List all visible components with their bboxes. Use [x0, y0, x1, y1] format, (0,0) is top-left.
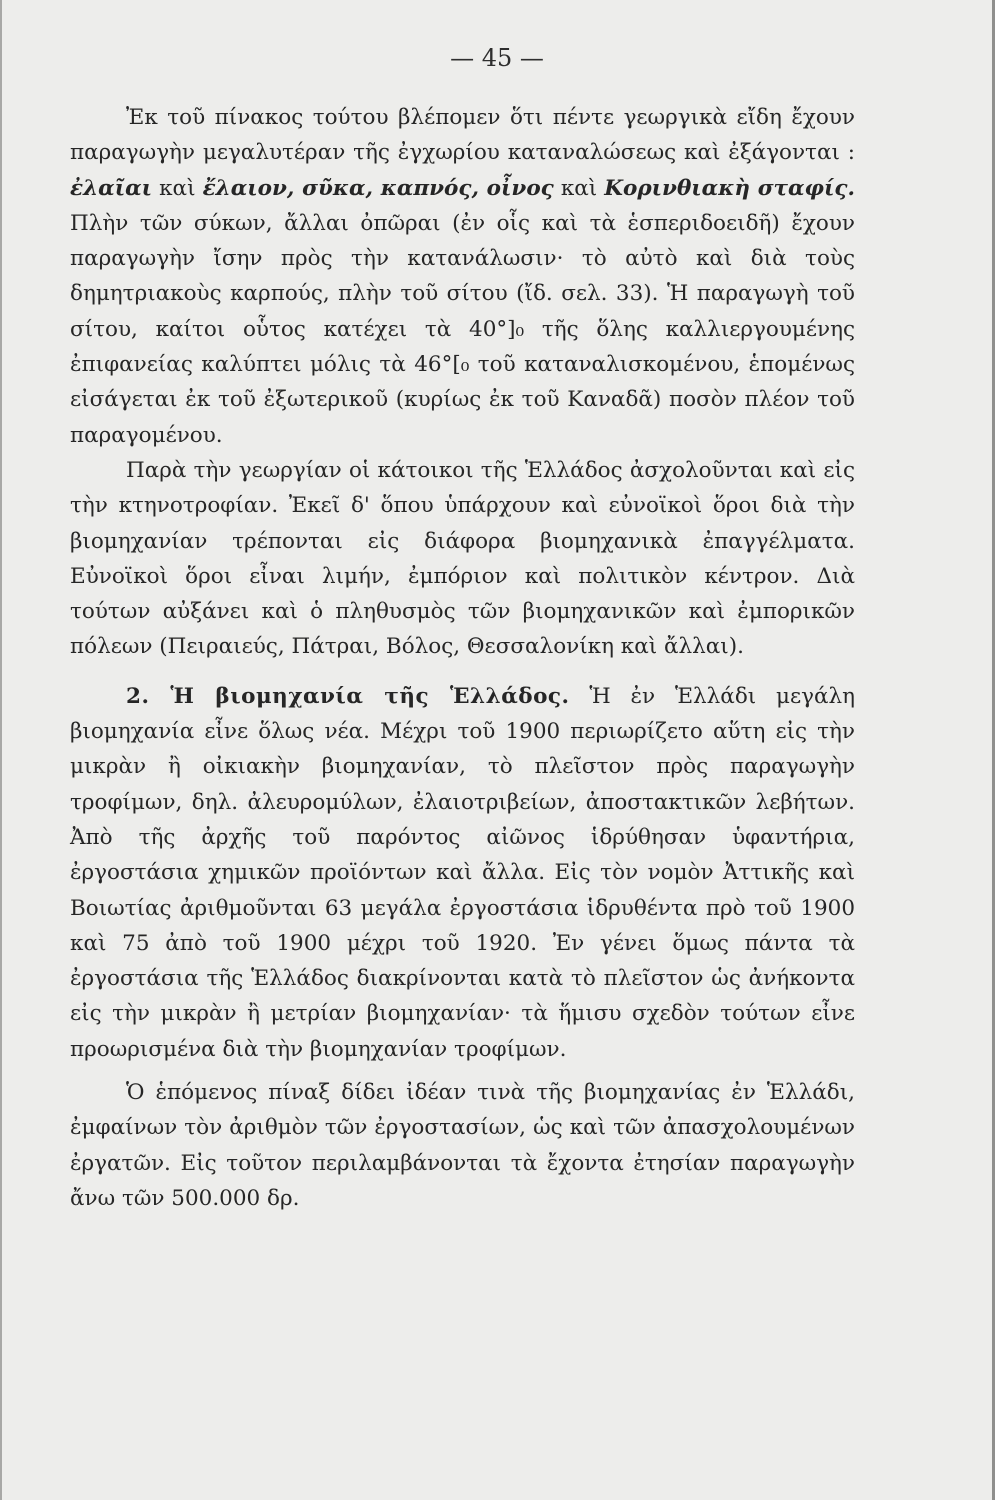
emphasis-term: ἐλαῖαι [70, 175, 153, 201]
paragraph-agriculture [70, 100, 855, 453]
paragraph-table-intro: Ὁ ἑπόμενος πίναξ δίδει ἰδέαν τινὰ τῆς βιομηχανίας ἐν Ἑλλάδι, ἐμφαίνων τὸν ἀριθμὸν τῶν ἐργοστασίων, ὡς καὶ τῶν ἀπασχολουμένων ἐργατῶν. Εἰς τοῦτον περιλαμβάνονται τὰ ἔχοντα ἐτησίαν παραγωγὴν ἄνω τῶν 500.000 δρ. [70, 1080, 855, 1211]
paragraph-industry [70, 679, 855, 1067]
body-text [70, 100, 855, 1216]
paragraph-livestock: Παρὰ τὴν γεωργίαν οἱ κάτοικοι τῆς Ἑλλάδος ἀσχολοῦνται καὶ εἰς τὴν κτηνοτροφίαν. Ἐκεῖ δ' ὅπου ὑπάρχουν καὶ εὐνοϊκοὶ ὅροι διὰ τὴν βιομηχανίαν τρέπονται εἰς διάφορα βιομηχανικὰ ἐπαγγέλματα. Εὐνοϊκοὶ ὅροι εἶναι λιμήν, ἐμπόριον καὶ πολιτικὸν κέντρον. Διὰ τούτων αὐξάνει καὶ ὁ πληθυσμὸς τῶν βιομηχανικῶν καὶ ἐμπορικῶν πόλεων (Πειραιεύς, Πάτραι, Βόλος, Θεσσαλονίκη καὶ ἄλλαι). [70, 457, 855, 660]
section-heading: 2. Ἡ βιομηχανία τῆς Ἑλλάδος. [126, 683, 570, 709]
page-number: — 45 — [450, 44, 544, 72]
paragraph-text: Ἡ ἐν Ἑλλάδι μεγάλη βιομηχανία εἶνε ὅλως νέα. Μέχρι τοῦ 1900 περιωρίζετο αὕτη εἰς τὴν μικρὰν ἢ οἰκιακὴν βιομηχανίαν, τὸ πλεῖστον πρὸς παραγωγὴν τροφίμων, δηλ. ἀλευρομύλων, ἐλαιοτριβείων, ἀποστακτικῶν λεβήτων. Ἀπὸ τῆς ἀρχῆς τοῦ παρόντος αἰῶνος ἱδρύθησαν ὑφαντήρια, ἐργοστάσια χημικῶν προϊόντων καὶ ἄλλα. Εἰς τὸν νομὸν Ἀττικῆς καὶ Βοιωτίας ἀριθμοῦνται 63 μεγάλα ἐργοστάσια ἱδρυθέντα πρὸ τοῦ 1900 καὶ 75 ἀπὸ τοῦ 1900 μέχρι τοῦ 1920. Ἐν γένει ὅμως πάντα τὰ ἐργοστάσια τῆς Ἑλλάδος διακρίνονται κατὰ τὸ πλεῖστον ὡς ἀνήκοντα εἰς τὴν μικρὰν ἢ μετρίαν βιομηχανίαν· τὰ ἥμισυ σχεδὸν τούτων εἶνε προωρισμένα διὰ τὴν βιομηχανίαν τροφίμων. [70, 683, 856, 1062]
paragraph-text: Ἐκ τοῦ πίνακος τούτου βλέπομεν ὅτι πέντε γεωργικὰ εἴδη ἔχουν παραγωγὴν μεγαλυτέραν τῆς ἐγχωρίου καταναλώσεως καὶ ἐξάγονται : [70, 105, 855, 166]
paragraph-text: καὶ [159, 175, 196, 201]
paragraph-text: καὶ [560, 175, 598, 201]
paragraph-text: Πλὴν τῶν σύκων, ἄλλαι ὀπῶραι (ἐν οἷς καὶ τὰ ἑσπεριδοειδῆ) ἔχουν παραγωγὴν ἴσην πρὸς τὴν κατανάλωσιν· τὸ αὐτὸ καὶ διὰ τοὺς δημητριακοὺς καρπούς, πλὴν τοῦ σίτου (ἴδ. σελ. 33). Ἡ παραγωγὴ τοῦ σίτου, καίτοι οὗτος κατέχει τὰ 40°]₀ τῆς ὅλης καλλιεργουμένης ἐπιφανείας καλύπτει μόλις τὰ 46°[₀ τοῦ καταναλισκομένου, ἑπομένως εἰσάγεται ἐκ τοῦ ἐξωτερικοῦ (κυρίως ἐκ τοῦ Καναδᾶ) ποσὸν πλέον τοῦ παραγομένου. [70, 210, 855, 448]
emphasis-term: Κορινθιακὴ σταφίς. [604, 175, 855, 201]
emphasis-term: ἔλαιον, σῦκα, καπνός, οἶνος [202, 175, 554, 201]
